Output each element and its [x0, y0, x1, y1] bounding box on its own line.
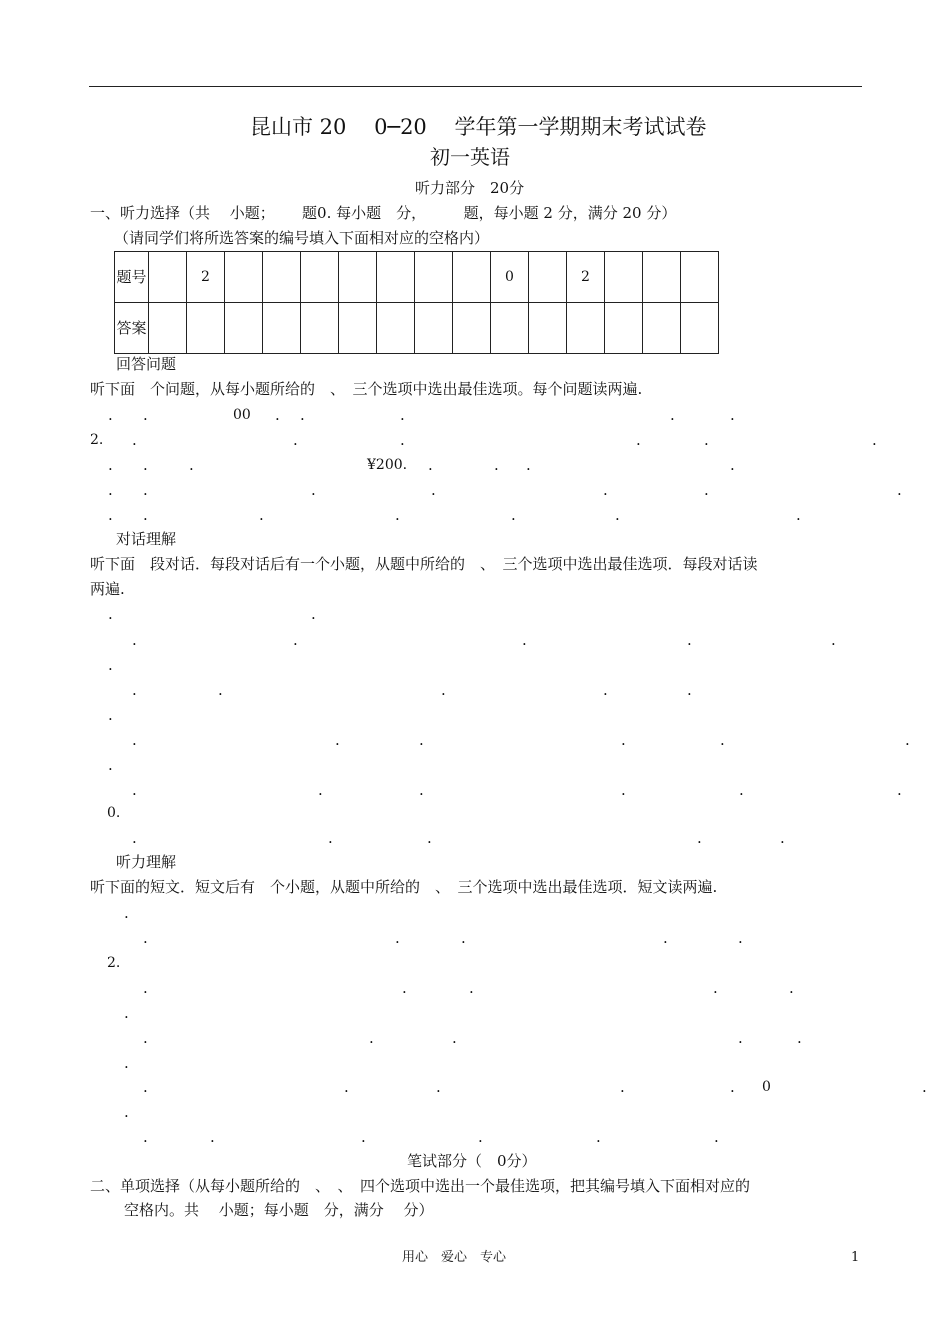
- stray-dot: .: [293, 431, 298, 449]
- answer-cell[interactable]: [339, 303, 377, 354]
- stray-dot: .: [469, 979, 474, 997]
- stray-dot: .: [132, 781, 137, 799]
- stray-dot: .: [335, 731, 340, 749]
- stray-dot: .: [511, 506, 516, 524]
- part-c-instruction: 听下面的短文．短文后有 个小题，从题中所给的 、 三个选项中选出最佳选项．短文读两遍.: [90, 878, 718, 896]
- stray-dot: .: [461, 929, 466, 947]
- price-fragment: ¥200.: [367, 457, 408, 473]
- part-a-heading: 回答问题: [116, 355, 177, 373]
- exam-title: 昆山市 20 0─20 学年第一学期期末考试试卷: [250, 115, 707, 139]
- stray-dot: .: [400, 431, 405, 449]
- stray-dot: .: [603, 481, 608, 499]
- stray-dot: .: [436, 1078, 441, 1096]
- answer-cell[interactable]: [149, 303, 187, 354]
- stray-dot: .: [704, 481, 709, 499]
- stray-dot: .: [259, 506, 264, 524]
- section1-instruction: 一、听力选择（共 小题； 题0. 每小题 分， 题，每小题 2 分，满分 20 分）: [90, 204, 677, 222]
- number-cell: [605, 252, 643, 303]
- stray-dot: .: [697, 829, 702, 847]
- stray-dot: .: [132, 631, 137, 649]
- stray-dot: .: [596, 1128, 601, 1146]
- stray-dot: .: [124, 1054, 129, 1072]
- answer-cell[interactable]: [453, 303, 491, 354]
- stray-dot: .: [318, 781, 323, 799]
- written-heading: 笔试部分（ 0分）: [407, 1152, 537, 1170]
- question-fragment: 00: [233, 407, 251, 423]
- stray-dot: .: [687, 681, 692, 699]
- stray-dot: .: [293, 631, 298, 649]
- part-c-heading: 听力理解: [116, 853, 177, 871]
- answer-cell[interactable]: [681, 303, 719, 354]
- stray-dot: .: [132, 731, 137, 749]
- answer-cell[interactable]: [377, 303, 415, 354]
- question-number-row: [115, 252, 719, 303]
- number-cell: [453, 252, 491, 303]
- stray-dot: .: [402, 979, 407, 997]
- stray-dot: .: [132, 431, 137, 449]
- stray-dot: .: [108, 605, 113, 623]
- stray-dot: .: [452, 1029, 457, 1047]
- number-cell: [529, 252, 567, 303]
- stray-dot: .: [143, 929, 148, 947]
- answer-cell[interactable]: [225, 303, 263, 354]
- stray-dot: .: [797, 1029, 802, 1047]
- stray-dot: .: [494, 456, 499, 474]
- stray-dot: .: [124, 1103, 129, 1121]
- stray-dot: .: [663, 929, 668, 947]
- stray-dot: .: [738, 929, 743, 947]
- section2-instruction-2: 空格内。共 小题；每小题 分，满分 分）: [124, 1201, 434, 1219]
- stray-dot: .: [311, 481, 316, 499]
- stray-dot: .: [361, 1128, 366, 1146]
- question-number: 0.: [107, 805, 121, 821]
- answer-cell[interactable]: [301, 303, 339, 354]
- stray-dot: .: [714, 1128, 719, 1146]
- stray-dot: .: [687, 631, 692, 649]
- stray-dot: .: [615, 506, 620, 524]
- stray-dot: .: [108, 506, 113, 524]
- stray-dot: .: [143, 1128, 148, 1146]
- stray-dot: .: [621, 731, 626, 749]
- stray-dot: .: [108, 456, 113, 474]
- stray-dot: .: [730, 456, 735, 474]
- stray-dot: .: [780, 829, 785, 847]
- answer-cell[interactable]: [187, 303, 225, 354]
- stray-dot: .: [670, 406, 675, 424]
- stray-dot: .: [428, 456, 433, 474]
- stray-dot: .: [522, 631, 527, 649]
- stray-dot: .: [143, 456, 148, 474]
- stray-dot: .: [275, 406, 280, 424]
- stray-dot: .: [796, 506, 801, 524]
- stray-dot: .: [328, 829, 333, 847]
- header-rule: [89, 86, 862, 87]
- stray-dot: .: [143, 481, 148, 499]
- number-cell: 2: [187, 252, 225, 303]
- section1-note: （请同学们将所选答案的编号填入下面相对应的空格内）: [114, 229, 490, 247]
- stray-dot: .: [831, 631, 836, 649]
- part-b-heading: 对话理解: [116, 530, 177, 548]
- stray-dot: .: [300, 406, 305, 424]
- stray-dot: .: [395, 506, 400, 524]
- number-cell: [377, 252, 415, 303]
- stray-dot: .: [730, 1078, 735, 1096]
- section2-instruction-1: 二、单项选择（从每小题所给的 、 、 四个选项中选出一个最佳选项，把其编号填入下面相对应的: [90, 1177, 751, 1195]
- stray-dot: .: [922, 1078, 927, 1096]
- stray-dot: .: [132, 829, 137, 847]
- stray-dot: .: [419, 731, 424, 749]
- stray-dot: .: [369, 1029, 374, 1047]
- number-cell: [301, 252, 339, 303]
- answer-cell[interactable]: [643, 303, 681, 354]
- number-cell: [681, 252, 719, 303]
- answer-cell[interactable]: [567, 303, 605, 354]
- listening-heading: 听力部分 20分: [415, 179, 525, 197]
- number-cell: [415, 252, 453, 303]
- stray-dot: .: [419, 781, 424, 799]
- stray-dot: .: [344, 1078, 349, 1096]
- stray-dot: .: [311, 605, 316, 623]
- stray-dot: .: [395, 929, 400, 947]
- number-cell: [263, 252, 301, 303]
- number-cell: [643, 252, 681, 303]
- stray-dot: .: [478, 1128, 483, 1146]
- stray-dot: .: [603, 681, 608, 699]
- stray-dot: .: [738, 1029, 743, 1047]
- stray-dot: .: [730, 406, 735, 424]
- stray-dot: .: [143, 1029, 148, 1047]
- answer-cell[interactable]: [415, 303, 453, 354]
- stray-dot: .: [124, 904, 129, 922]
- stray-dot: .: [431, 481, 436, 499]
- stray-dot: .: [143, 506, 148, 524]
- stray-dot: .: [441, 681, 446, 699]
- answer-cell[interactable]: [491, 303, 529, 354]
- stray-dot: .: [621, 781, 626, 799]
- stray-dot: .: [143, 1078, 148, 1096]
- stray-dot: .: [108, 406, 113, 424]
- question-number: 2.: [107, 955, 121, 971]
- subject-title: 初一英语: [430, 145, 510, 169]
- page-number: 1: [851, 1250, 860, 1265]
- row-label-answer: 答案: [115, 303, 149, 354]
- stray-dot: .: [108, 706, 113, 724]
- part-a-instruction: 听下面 个问题，从每小题所给的 、 三个选项中选出最佳选项。每个问题读两遍.: [90, 380, 643, 398]
- row-label-number: 题号: [115, 252, 149, 303]
- stray-dot: .: [636, 431, 641, 449]
- number-cell: [339, 252, 377, 303]
- stray-dot: .: [143, 979, 148, 997]
- stray-dot: .: [427, 829, 432, 847]
- question-fragment: 0: [762, 1079, 771, 1095]
- question-number: 2.: [90, 432, 104, 448]
- stray-dot: .: [108, 481, 113, 499]
- number-cell: 0: [491, 252, 529, 303]
- answer-cell[interactable]: [605, 303, 643, 354]
- part-b-instruction-1: 听下面 段对话．每段对话后有一个小题，从题中所给的 、 三个选项中选出最佳选项．每段对话读: [90, 555, 758, 573]
- stray-dot: .: [905, 731, 910, 749]
- stray-dot: .: [124, 1004, 129, 1022]
- stray-dot: .: [400, 406, 405, 424]
- number-cell: 2: [567, 252, 605, 303]
- answer-row: [115, 303, 719, 354]
- stray-dot: .: [620, 1078, 625, 1096]
- stray-dot: .: [189, 456, 194, 474]
- part-b-instruction-2: 两遍.: [90, 580, 125, 598]
- stray-dot: .: [143, 406, 148, 424]
- stray-dot: .: [108, 756, 113, 774]
- answer-cell[interactable]: [529, 303, 567, 354]
- stray-dot: .: [897, 781, 902, 799]
- stray-dot: .: [720, 731, 725, 749]
- stray-dot: .: [897, 481, 902, 499]
- stray-dot: .: [108, 656, 113, 674]
- answer-table: [114, 251, 719, 354]
- stray-dot: .: [713, 979, 718, 997]
- stray-dot: .: [210, 1128, 215, 1146]
- number-cell: [149, 252, 187, 303]
- footer-motto: 用心 爱心 专心: [402, 1250, 507, 1265]
- stray-dot: .: [739, 781, 744, 799]
- stray-dot: .: [704, 431, 709, 449]
- answer-cell[interactable]: [263, 303, 301, 354]
- number-cell: [225, 252, 263, 303]
- stray-dot: .: [526, 456, 531, 474]
- stray-dot: .: [872, 431, 877, 449]
- stray-dot: .: [218, 681, 223, 699]
- stray-dot: .: [789, 979, 794, 997]
- stray-dot: .: [132, 681, 137, 699]
